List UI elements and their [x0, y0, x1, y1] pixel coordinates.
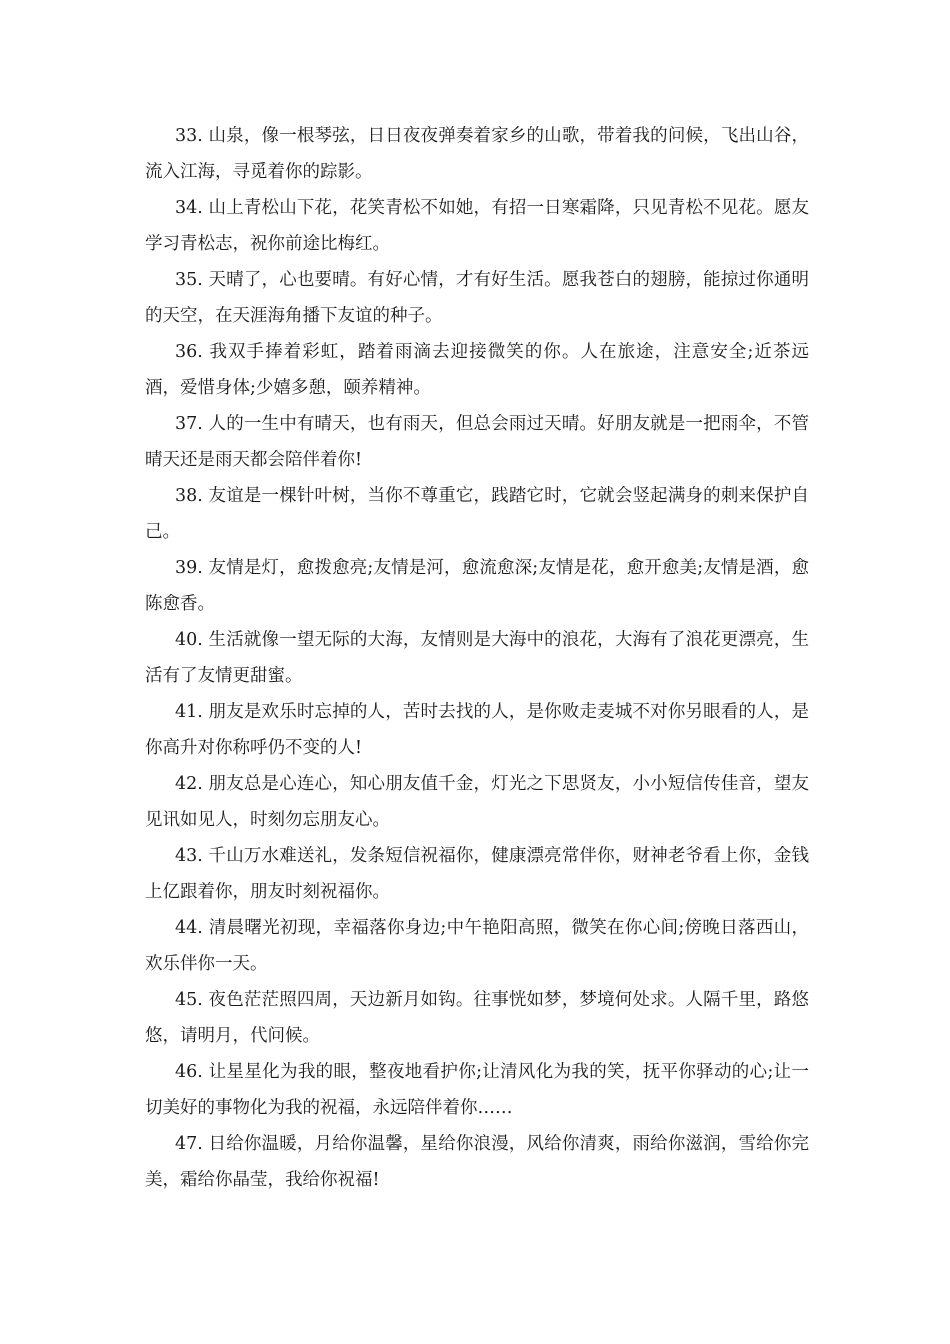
- paragraph-40: 40. 生活就像一望无际的大海，友情则是大海中的浪花，大海有了浪花更漂亮，生活有了友情更甜蜜。: [145, 630, 809, 686]
- paragraph-34: 34. 山上青松山下花，花笑青松不如她，有招一日寒霜降，只见青松不见花。愿友学习青松志，祝你前途比梅红。: [145, 198, 809, 254]
- paragraph-39: 39. 友情是灯，愈拨愈亮;友情是河，愈流愈深;友情是花，愈开愈美;友情是酒，愈陈愈香。: [145, 558, 809, 614]
- paragraph-36: 36. 我双手捧着彩虹，踏着雨滴去迎接微笑的你。人在旅途，注意安全;近茶远酒，爱惜身体;少嬉多憩，颐养精神。: [145, 342, 809, 398]
- paragraph-43: 43. 千山万水难送礼，发条短信祝福你，健康漂亮常伴你，财神老爷看上你，金钱上亿跟着你，朋友时刻祝福你。: [145, 846, 809, 902]
- paragraph-45: 45. 夜色茫茫照四周，天边新月如钩。往事恍如梦，梦境何处求。人隔千里，路悠悠，请明月，代问候。: [145, 990, 809, 1046]
- paragraph-38: 38. 友谊是一棵针叶树，当你不尊重它，践踏它时，它就会竖起满身的刺来保护自己。: [145, 486, 809, 542]
- paragraph-33: 33. 山泉，像一根琴弦，日日夜夜弹奏着家乡的山歌，带着我的问候，飞出山谷，流入江海，寻觅着你的踪影。: [145, 126, 809, 182]
- paragraph-44: 44. 清晨曙光初现，幸福落你身边;中午艳阳高照，微笑在你心间;傍晚日落西山，欢乐伴你一天。: [145, 918, 809, 974]
- paragraph-46: 46. 让星星化为我的眼，整夜地看护你;让清风化为我的笑，抚平你驿动的心;让一切美好的事物化为我的祝福，永远陪伴着你……: [145, 1062, 809, 1118]
- document-body: [145, 118, 809, 1198]
- paragraph-35: 35. 天晴了，心也要晴。有好心情，才有好生活。愿我苍白的翅膀，能掠过你通明的天空，在天涯海角播下友谊的种子。: [145, 270, 809, 326]
- paragraph-41: 41. 朋友是欢乐时忘掉的人，苦时去找的人，是你败走麦城不对你另眼看的人，是你高升对你称呼仍不变的人!: [145, 702, 809, 758]
- paragraph-37: 37. 人的一生中有晴天，也有雨天，但总会雨过天晴。好朋友就是一把雨伞，不管晴天还是雨天都会陪伴着你!: [145, 414, 809, 470]
- paragraph-42: 42. 朋友总是心连心，知心朋友值千金，灯光之下思贤友，小小短信传佳音，望友见讯如见人，时刻勿忘朋友心。: [145, 774, 809, 830]
- paragraph-47: 47. 日给你温暖，月给你温馨，星给你浪漫，风给你清爽，雨给你滋润，雪给你完美，霜给你晶莹，我给你祝福!: [145, 1134, 809, 1190]
